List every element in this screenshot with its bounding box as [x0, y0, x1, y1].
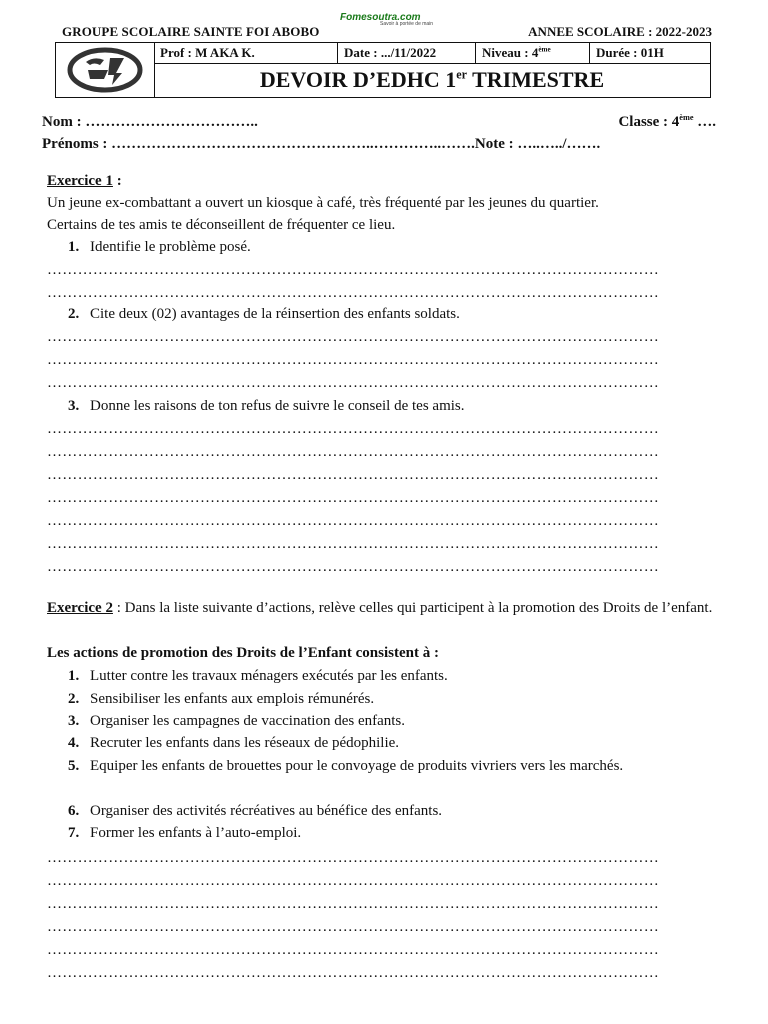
- exercice1-text-2: Certains de tes amis te déconseillent de fréquenter ce lieu.: [47, 217, 396, 233]
- page-title: DEVOIR D’EDHC 1er TRIMESTRE: [259, 67, 605, 92]
- list-item: 3. Organiser les campagnes de vaccination des enfants.: [68, 713, 406, 729]
- question-3: 3. Donne les raisons de ton refus de suivre le conseil de tes amis.: [68, 398, 465, 414]
- answer-line[interactable]: …………………………………………………………………………………………………………: [47, 285, 659, 301]
- classe-field[interactable]: Classe : 4ème ….: [618, 113, 716, 130]
- answer-line[interactable]: …………………………………………………………………………………………………………: [47, 375, 659, 391]
- answer-line[interactable]: …………………………………………………………………………………………………………: [47, 873, 659, 889]
- school-logo-icon: [56, 43, 154, 97]
- answer-line[interactable]: …………………………………………………………………………………………………………: [47, 919, 659, 935]
- answer-line[interactable]: …………………………………………………………………………………………………………: [47, 490, 659, 506]
- list-item: 7. Former les enfants à l’auto-emploi.: [68, 825, 302, 841]
- answer-line[interactable]: …………………………………………………………………………………………………………: [47, 850, 659, 866]
- answer-line[interactable]: …………………………………………………………………………………………………………: [47, 942, 659, 958]
- answer-line[interactable]: …………………………………………………………………………………………………………: [47, 513, 659, 529]
- date-cell: Date : .../11/2022: [338, 43, 476, 63]
- list-item: 6. Organiser des activités récréatives au bénéfice des enfants.: [68, 803, 443, 819]
- header-info-row: [154, 43, 710, 64]
- watermark: [340, 12, 433, 27]
- question-1: 1. Identifie le problème posé.: [68, 239, 251, 255]
- answer-line[interactable]: …………………………………………………………………………………………………………: [47, 262, 659, 278]
- watermark-subtitle: Savoir à portée de main: [380, 21, 434, 27]
- exercice2-heading: Exercice 2: [47, 600, 113, 616]
- exercice1-heading: Exercice 1 :: [47, 173, 122, 189]
- niveau-cell: Niveau : 4ème: [476, 43, 590, 63]
- list-item: 4. Recruter les enfants dans les réseaux de pédophilie.: [68, 735, 400, 751]
- question-2: 2. Cite deux (02) avantages de la réinsertion des enfants soldats.: [68, 306, 460, 322]
- answer-line[interactable]: …………………………………………………………………………………………………………: [47, 559, 659, 575]
- exercice2-subtitle: Les actions de promotion des Droits de l’Enfant consistent à :: [47, 645, 439, 661]
- answer-line[interactable]: …………………………………………………………………………………………………………: [47, 421, 659, 437]
- answer-line[interactable]: …………………………………………………………………………………………………………: [47, 467, 659, 483]
- answer-line[interactable]: …………………………………………………………………………………………………………: [47, 329, 659, 345]
- prof-cell: Prof : M AKA K.: [154, 43, 338, 63]
- answer-line[interactable]: …………………………………………………………………………………………………………: [47, 536, 659, 552]
- list-item: 1. Lutter contre les travaux ménagers exécutés par les enfants.: [68, 668, 448, 684]
- watermark-title: Fomesoutra.com: [340, 12, 421, 23]
- answer-line[interactable]: …………………………………………………………………………………………………………: [47, 896, 659, 912]
- answer-line[interactable]: …………………………………………………………………………………………………………: [47, 965, 659, 981]
- nom-field[interactable]: Nom : ……………………………..: [42, 114, 258, 130]
- answer-line[interactable]: …………………………………………………………………………………………………………: [47, 444, 659, 460]
- school-name: GROUPE SCOLAIRE SAINTE FOI ABOBO: [62, 24, 320, 39]
- list-item: 5. Equiper les enfants de brouettes pour le convoyage de produits vivriers vers les marchés.: [68, 758, 624, 774]
- prenoms-note-field[interactable]: Prénoms : ……………………………………………..…………..…….Note : …..…../…….: [42, 136, 601, 152]
- duree-cell: Durée : 01H: [596, 45, 664, 60]
- header-box: [55, 42, 711, 98]
- exercice1-text-1: Un jeune ex-combattant a ouvert un kiosque à café, très fréquenté par les jeunes du quartier.: [47, 195, 599, 211]
- answer-line[interactable]: …………………………………………………………………………………………………………: [47, 352, 659, 368]
- school-year: ANNEE SCOLAIRE : 2022-2023: [528, 24, 712, 39]
- exercice2-intro: Exercice 2 : Dans la liste suivante d’actions, relève celles qui participent à la promotion des Droits de l’enfant.: [47, 600, 713, 616]
- list-item: 2. Sensibiliser les enfants aux emplois rémunérés.: [68, 691, 375, 707]
- logo-cell: [56, 43, 155, 97]
